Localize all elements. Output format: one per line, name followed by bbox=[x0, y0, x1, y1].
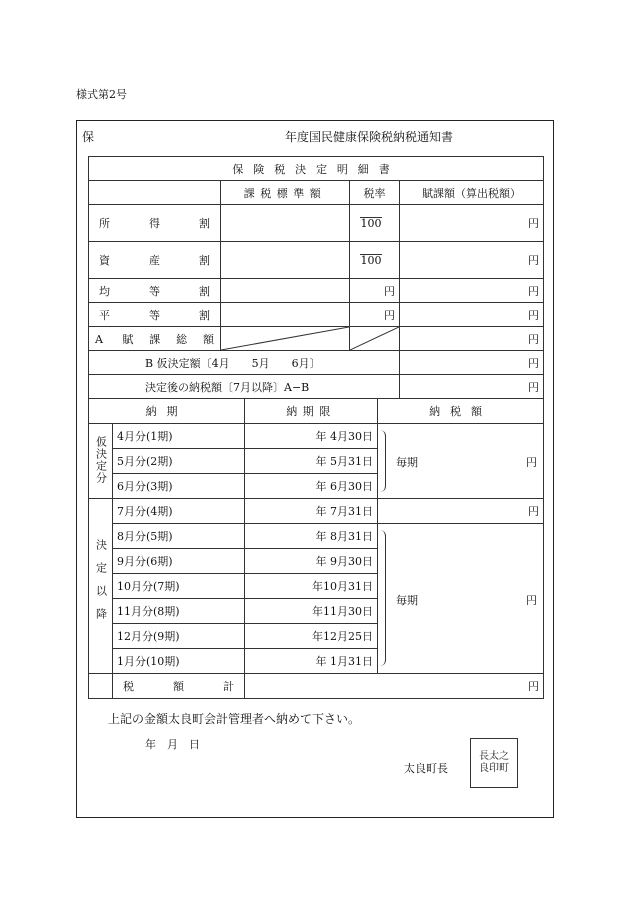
total-base-diagonal bbox=[221, 327, 350, 351]
row-label-household: 平等割 bbox=[89, 303, 221, 327]
per-capita-rate: 円 bbox=[350, 279, 400, 303]
july-amount: 円 bbox=[378, 499, 544, 524]
deadline-6: 年 9月30日 bbox=[245, 549, 378, 574]
issue-date: 年 月 日 bbox=[145, 738, 200, 751]
provisional-amount: 円 bbox=[400, 351, 544, 375]
brace-decided bbox=[380, 530, 386, 666]
period-8: 11月分(8期) bbox=[113, 599, 245, 624]
form-number: 様式第2号 bbox=[76, 88, 127, 101]
row-label-assets: 資産割 bbox=[89, 242, 221, 279]
document-title: 年度国民健康保険税納税通知書 bbox=[285, 130, 454, 144]
header-deadline: 納期限 bbox=[245, 399, 378, 424]
each-period-provisional: 毎期 bbox=[396, 456, 418, 469]
row-label-per-capita: 均等割 bbox=[89, 279, 221, 303]
period-5: 8月分(5期) bbox=[113, 524, 245, 549]
period-7: 10月分(7期) bbox=[113, 574, 245, 599]
header-rate: 税率 bbox=[350, 181, 400, 205]
header-period: 納期 bbox=[89, 399, 245, 424]
income-rate-cell bbox=[350, 205, 400, 242]
period-2: 5月分(2期) bbox=[113, 449, 245, 474]
per-capita-amount: 円 bbox=[400, 279, 544, 303]
deadline-10: 年 1月31日 bbox=[245, 649, 378, 674]
household-base-cell bbox=[221, 303, 350, 327]
period-3: 6月分(3期) bbox=[113, 474, 245, 499]
assets-rate-cell bbox=[350, 242, 400, 279]
deadline-2: 年 5月31日 bbox=[245, 449, 378, 474]
header-tax-amount: 納税額 bbox=[378, 399, 544, 424]
assets-base-cell bbox=[221, 242, 350, 279]
group-provisional-label: 仮決定分 bbox=[94, 435, 108, 484]
period-1: 4月分(1期) bbox=[113, 424, 245, 449]
payment-notice: 上記の金額太良町会計管理者へ納めて下さい。 bbox=[108, 712, 361, 726]
tax-total-amount: 円 bbox=[245, 674, 544, 699]
decided-amount-cell bbox=[378, 524, 544, 674]
income-amount: 円 bbox=[400, 205, 544, 242]
group-decided bbox=[89, 499, 113, 674]
row-label-total-levy: A 賦課総額 bbox=[89, 327, 221, 351]
rate-denominator: 100 bbox=[360, 216, 382, 230]
provisional-amount-label: B 仮決定額〔4月 5月 6月〕 bbox=[89, 351, 400, 375]
household-rate: 円 bbox=[350, 303, 400, 327]
period-6: 9月分(6期) bbox=[113, 549, 245, 574]
deadline-3: 年 6月30日 bbox=[245, 474, 378, 499]
total-rate-diagonal bbox=[350, 327, 400, 351]
deadline-8: 年11月30日 bbox=[245, 599, 378, 624]
deadline-5: 年 8月31日 bbox=[245, 524, 378, 549]
deadline-4: 年 7月31日 bbox=[245, 499, 378, 524]
brace-provisional bbox=[380, 430, 386, 492]
deadline-1: 年 4月30日 bbox=[245, 424, 378, 449]
household-amount: 円 bbox=[400, 303, 544, 327]
mayor-title: 太良町長 bbox=[404, 762, 448, 775]
official-seal bbox=[470, 738, 518, 788]
deadline-7: 年10月31日 bbox=[245, 574, 378, 599]
assets-amount: 円 bbox=[400, 242, 544, 279]
insurance-mark: 保 bbox=[82, 130, 95, 144]
each-period-decided: 毎期 bbox=[396, 594, 418, 607]
group-provisional bbox=[89, 424, 113, 499]
rate-denominator: 100 bbox=[360, 253, 382, 267]
provisional-yen: 円 bbox=[526, 456, 537, 469]
tax-total-label: 税額計 bbox=[113, 674, 245, 699]
total-levy-amount: 円 bbox=[400, 327, 544, 351]
tax-detail-table bbox=[88, 156, 544, 699]
after-decision-amount: 円 bbox=[400, 375, 544, 399]
row-label-income: 所得割 bbox=[89, 205, 221, 242]
section-title: 保険税決定明細書 bbox=[89, 157, 544, 181]
income-base-cell bbox=[221, 205, 350, 242]
group-decided-label: 決定以降 bbox=[94, 538, 108, 631]
header-base: 課税標準額 bbox=[221, 181, 350, 205]
after-decision-label: 決定後の納税額〔7月以降〕A−B bbox=[89, 375, 400, 399]
per-capita-base-cell bbox=[221, 279, 350, 303]
provisional-amount-cell bbox=[378, 424, 544, 499]
period-4: 7月分(4期) bbox=[113, 499, 245, 524]
decided-yen: 円 bbox=[526, 594, 537, 607]
period-9: 12月分(9期) bbox=[113, 624, 245, 649]
header-blank bbox=[89, 181, 221, 205]
seal-text: 長太之良印町 bbox=[479, 751, 509, 774]
total-blank bbox=[89, 674, 113, 699]
header-amount: 賦課額（算出税額） bbox=[400, 181, 544, 205]
deadline-9: 年12月25日 bbox=[245, 624, 378, 649]
period-10: 1月分(10期) bbox=[113, 649, 245, 674]
